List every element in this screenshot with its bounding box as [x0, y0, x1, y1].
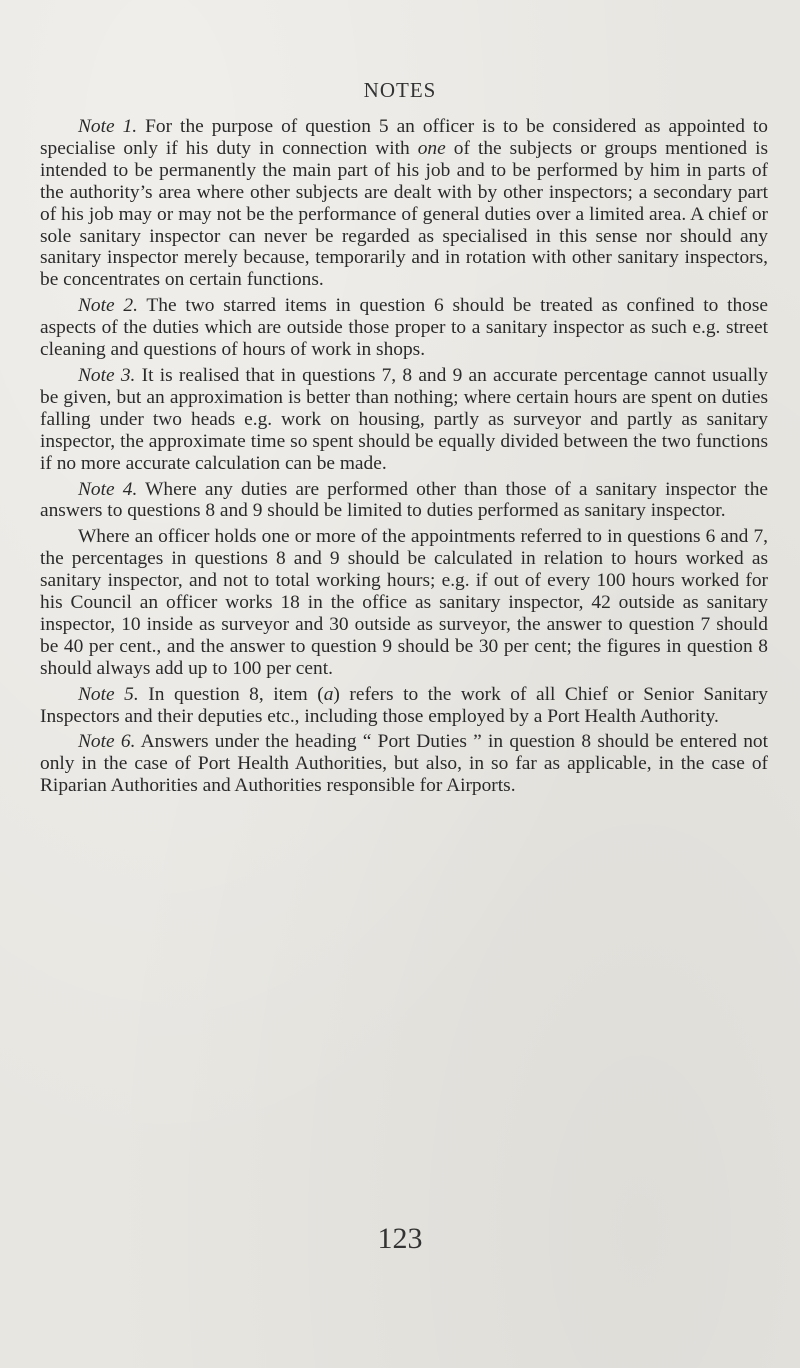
note-label: Note 3.	[78, 364, 136, 386]
note-emphasis: a	[323, 683, 334, 705]
note-1	[40, 116, 768, 291]
note-5	[40, 684, 768, 728]
note-text: Answers under the heading “ Port Duties ” in question 8 should be entered not only in the case of Port Health Authorities, but also, in so far as applicable, in the case of Riparian Authorities and Authorities responsible for Airports.	[40, 731, 768, 797]
note-text: It is realised that in questions 7, 8 and 9 an accurate percentage cannot usually be given, but an approximation is better than nothing; where certain hours are spent on duties falling under two heads e.g. work on housing, partly as surveyor and partly as sanitary inspector, the approximate time so spent should be equally divided between the two functions if no more accurate calculation can be made.	[40, 364, 769, 474]
note-text: For the purpose of question 5 an officer is to be considered as appointed to specialise only if his duty in connection with	[40, 116, 768, 159]
note-label: Note 1.	[78, 116, 138, 137]
page-heading: NOTES	[363, 78, 437, 102]
note-text: The two starred items in question 6 should be treated as confined to those aspects of the duties which are outside those proper to a sanitary inspector as such e.g. street cleaning and questions of hours of work in shops.	[40, 295, 769, 361]
note-2	[40, 295, 768, 361]
note-label: Note 5.	[78, 683, 139, 705]
note-4	[40, 479, 768, 523]
note-text: Where any duties are performed other than those of a sanitary inspector the answers to questions 8 and 9 should be limited to duties performed as sanitary inspector.	[40, 478, 769, 522]
note-text-continued: ) refers to the work of all Chief or Senior Sanitary Inspectors and their deputies etc., including those employed by a Port Health Authority.	[40, 683, 768, 727]
note-text-continued: of the subjects or groups mentioned is intended to be permanently the main part of his job and to be performed by him in parts of the authority’s area where other subjects are dealt with by other inspectors; a secondary part of his job may or may not be the performance of general duties over a limited area. A chief or sole sanitary inspector can never be regarded as specialised in this sense nor should any sanitary inspector merely because, temporarily and in rotation with other sanitary inspectors, be concentrates on certain functions.	[40, 137, 768, 291]
note-label: Note 2.	[78, 295, 138, 317]
note-label: Note 4.	[78, 478, 138, 500]
note-3	[40, 365, 768, 475]
page-number: 123	[377, 1222, 423, 1255]
note-text: Where an officer holds one or more of the appointments referred to in questions 6 and 7, the percentages in questions 8 and 9 should be calculated in relation to hours worked as sanitary inspector, and not to total working hours; e.g. if out of every 100 hours worked for his Council an officer works 18 in the office as sanitary inspector, 42 outside as sanitary inspector, 10 inside as surveyor and 30 outside as surveyor, the answer to question 7 should be 40 per cent., and the answer to question 9 should be 30 per cent; the figures in question 8 should always add up to 100 per cent.	[40, 526, 768, 679]
note-emphasis: one	[417, 137, 446, 159]
note-4-continued	[40, 526, 768, 679]
note-label: Note 6.	[78, 731, 136, 753]
note-6	[40, 731, 768, 797]
notes-body	[40, 116, 768, 801]
note-text: In question 8, item (	[148, 683, 324, 705]
